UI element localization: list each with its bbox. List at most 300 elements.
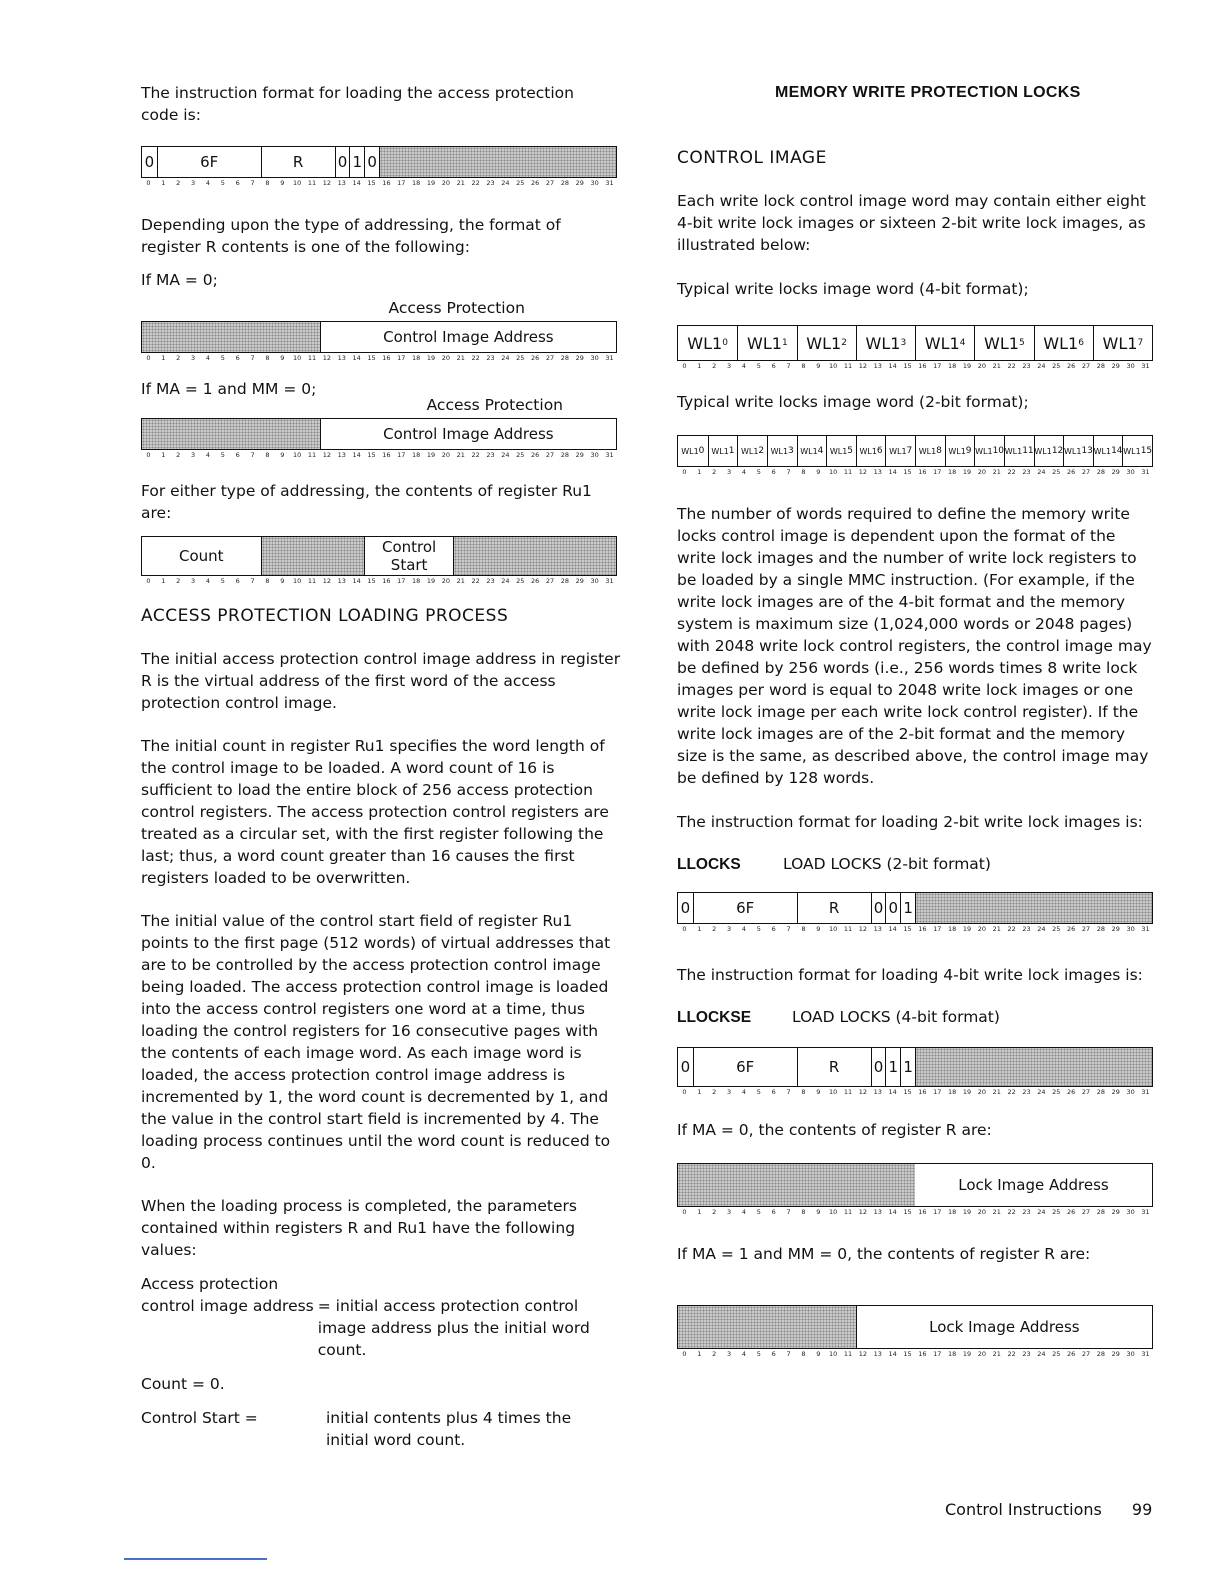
bit-number: 18 xyxy=(948,1350,957,1358)
write-lock-label: WL1 xyxy=(1093,446,1112,456)
bit-number: 11 xyxy=(307,354,317,362)
bit-number: 9 xyxy=(280,354,285,362)
bit-number: 19 xyxy=(426,354,436,362)
bit-number: 23 xyxy=(486,577,495,585)
bit-number: 30 xyxy=(1126,1088,1135,1096)
bit-number: 11 xyxy=(843,1088,853,1096)
bit-number: 17 xyxy=(397,577,406,585)
bit-number: 21 xyxy=(992,1350,1001,1358)
bit-number: 11 xyxy=(843,362,853,370)
write-lock-label: WL1 xyxy=(975,446,993,456)
bit-number: 19 xyxy=(962,1350,972,1358)
depending-text: Depending upon the type of addressing, the format of register R contents is one of the following: xyxy=(141,216,561,256)
bit-number: 19 xyxy=(962,1208,972,1216)
field-indirect: 0 xyxy=(680,1058,691,1076)
bit-number: 12 xyxy=(858,468,868,476)
bit-number: 24 xyxy=(1037,362,1046,370)
write-lock-label: WL1 xyxy=(865,333,901,353)
bit-number: 0 xyxy=(682,362,687,370)
bit-number: 30 xyxy=(1126,468,1135,476)
bit-number: 5 xyxy=(756,1350,761,1358)
bit-number: 1 xyxy=(161,354,166,362)
write-lock-index: 0 xyxy=(698,446,705,456)
if-ma0-label: If MA = 0; xyxy=(141,271,218,289)
bit-number: 2 xyxy=(712,468,717,476)
bit-number: 22 xyxy=(471,179,480,187)
write-lock-field xyxy=(797,326,856,360)
bit-number: 7 xyxy=(250,354,255,362)
bit-number: 31 xyxy=(605,354,614,362)
bit-number: 12 xyxy=(322,577,332,585)
bit-number: 12 xyxy=(858,1088,868,1096)
bit-number: 0 xyxy=(146,577,151,585)
access-protection-label: Access Protection xyxy=(426,396,563,414)
bit-number: 0 xyxy=(682,1350,687,1358)
bit-number: 7 xyxy=(250,577,255,585)
bit-number: 14 xyxy=(888,362,897,370)
bit-number: 10 xyxy=(829,925,838,933)
field-bit15: 0 xyxy=(364,147,379,177)
write-lock-index: 3 xyxy=(900,338,907,348)
right-column xyxy=(677,148,1155,1359)
bit-number: 29 xyxy=(1111,1208,1120,1216)
bit-number: 16 xyxy=(918,362,927,370)
llocks-format-diagram xyxy=(677,892,1153,934)
write-lock-field xyxy=(737,436,767,466)
bit-number: 29 xyxy=(1111,468,1120,476)
bit-number: 11 xyxy=(307,179,317,187)
field-indirect: 0 xyxy=(144,153,155,171)
bit-number: 8 xyxy=(801,1208,806,1216)
bit-number: 14 xyxy=(352,179,361,187)
bit-number: 9 xyxy=(280,451,285,459)
if-ma0-text: If MA = 0, the contents of register R are: xyxy=(677,1121,992,1139)
bit-number: 10 xyxy=(829,1350,838,1358)
unused-field xyxy=(379,147,616,177)
unused-field xyxy=(453,537,616,575)
write-lock-field xyxy=(856,326,915,360)
bit-number: 25 xyxy=(516,354,525,362)
bit-number: 26 xyxy=(1067,925,1076,933)
bit-number: 5 xyxy=(220,577,225,585)
bit-number: 30 xyxy=(590,577,599,585)
bit-number: 5 xyxy=(220,179,225,187)
bit-number: 31 xyxy=(1141,1208,1150,1216)
bit-number: 5 xyxy=(220,451,225,459)
write-lock-label: WL1 xyxy=(711,446,729,456)
cs-value: initial contents plus 4 times the initial word count. xyxy=(326,1409,572,1449)
bit-number: 6 xyxy=(771,1088,776,1096)
write-lock-field xyxy=(797,436,827,466)
bit-number: 10 xyxy=(293,354,302,362)
bit-number: 9 xyxy=(816,1350,821,1358)
bit-number: 16 xyxy=(382,577,391,585)
field-bit13: 0 xyxy=(871,893,886,923)
bit-number: 3 xyxy=(190,354,196,362)
bit-number: 2 xyxy=(176,354,181,362)
bit-number: 27 xyxy=(1081,1088,1091,1096)
bit-number: 15 xyxy=(903,362,912,370)
write-lock-field xyxy=(915,436,945,466)
bit-number: 20 xyxy=(977,1208,987,1216)
bit-number: 5 xyxy=(756,925,761,933)
bit-number: 27 xyxy=(545,577,555,585)
bit-ruler xyxy=(677,1207,1153,1217)
bit-number: 5 xyxy=(220,354,225,362)
write-lock-label: WL1 xyxy=(806,333,842,353)
unused-field xyxy=(915,893,1152,923)
bit-number: 29 xyxy=(1111,1350,1120,1358)
bit-number: 30 xyxy=(590,179,599,187)
count-field: Count xyxy=(178,547,224,565)
bit-number: 28 xyxy=(560,354,570,362)
write-lock-index: 3 xyxy=(788,446,794,456)
lock-image-address-field: Lock Image Address xyxy=(856,1306,1152,1348)
bit-number: 23 xyxy=(1022,1350,1031,1358)
if-ma1-text: If MA = 1 and MM = 0, the contents of register R are: xyxy=(677,1245,1091,1263)
lock-image-ma1-diagram xyxy=(677,1305,1153,1359)
field-opcode: 6F xyxy=(693,1048,797,1086)
bit-number: 31 xyxy=(605,451,614,459)
bit-number: 19 xyxy=(962,362,972,370)
bit-number: 8 xyxy=(801,362,806,370)
bit-number: 4 xyxy=(741,1208,746,1216)
cs-label: Control Start = xyxy=(141,1409,258,1427)
bit-number: 6 xyxy=(235,179,240,187)
bit-number: 23 xyxy=(1022,468,1031,476)
bit-number: 19 xyxy=(962,925,972,933)
unused-field xyxy=(915,1048,1152,1086)
bit-number: 8 xyxy=(265,577,270,585)
write-lock-field xyxy=(1004,436,1034,466)
write-lock-label: WL1 xyxy=(687,333,723,353)
write-lock-field xyxy=(678,436,708,466)
bit-number: 8 xyxy=(265,451,270,459)
bit-number: 23 xyxy=(1022,1208,1031,1216)
bit-number: 30 xyxy=(590,354,599,362)
bit-number: 21 xyxy=(992,362,1001,370)
bit-number: 16 xyxy=(918,1088,927,1096)
bit-number: 8 xyxy=(265,354,270,362)
bit-number: 1 xyxy=(697,1350,702,1358)
typical-2bit-label: Typical write locks image word (2-bit format); xyxy=(677,393,1029,411)
control-start-line1: Control xyxy=(382,538,437,556)
bit-number: 4 xyxy=(741,1350,746,1358)
bit-number: 5 xyxy=(756,468,761,476)
bit-number: 14 xyxy=(352,577,361,585)
field-opcode: 6F xyxy=(157,147,261,177)
fmt2-intro: The instruction format for loading 2-bit write lock images is: xyxy=(677,813,1143,831)
write-lock-label: WL1 xyxy=(1043,333,1079,353)
field-indirect: 0 xyxy=(680,899,691,917)
write-lock-label: WL1 xyxy=(1123,446,1141,456)
bit-number: 20 xyxy=(441,577,451,585)
bit-number: 18 xyxy=(948,362,957,370)
bit-number: 15 xyxy=(367,451,376,459)
paragraph-2: The initial count in register Ru1 specifies the word length of the control image to be loaded. A word count of 16 is sufficient to load the entire block of 256 access protection control registers. The access protection control registers are treated as a circular set, with the first register following the last; thus, a word count greater than 16 causes the first registers loaded to be overwritten. xyxy=(141,737,609,887)
bit-number: 25 xyxy=(516,451,525,459)
bit-number: 1 xyxy=(697,362,702,370)
access-protection-label: Access Protection xyxy=(388,299,525,317)
typical-4bit-label: Typical write locks image word (4-bit format); xyxy=(677,280,1029,298)
bit-ruler xyxy=(141,576,617,586)
ap-label-line2: control image address xyxy=(141,1297,314,1315)
bit-number: 14 xyxy=(888,925,897,933)
bit-number: 12 xyxy=(322,354,332,362)
write-lock-label: WL1 xyxy=(1102,333,1138,353)
right-paragraph-2: The number of words required to define the memory write locks control image is dependent upon the format of the write lock images and the number of write lock registers to be loaded by a single MMC instruction. (For example, if the write lock images are of the 4-bit format and the memory system is maximum size (1,024,000 words or 2048 pages) with 2048 write lock control registers, the control image may be defined by 256 words (i.e., 256 words times 8 write lock images per word is equal to 2048 write lock images or one write lock image per each write lock control register). If the write lock images are of the 2-bit format and the memory size is the same, as described above, the control image may be defined by 128 words. xyxy=(677,505,1152,787)
bit-number: 10 xyxy=(293,451,302,459)
bit-number: 2 xyxy=(712,1208,717,1216)
bit-number: 30 xyxy=(1126,362,1135,370)
write-lock-field xyxy=(974,326,1033,360)
write-lock-index: 10 xyxy=(992,446,1004,456)
bit-number: 25 xyxy=(1052,1208,1061,1216)
write-lock-label: WL1 xyxy=(1063,446,1082,456)
bit-number: 2 xyxy=(176,179,181,187)
bit-number: 22 xyxy=(1007,468,1016,476)
bit-number: 31 xyxy=(605,179,614,187)
bit-number: 24 xyxy=(1037,1350,1046,1358)
paragraph-1: The initial access protection control image address in register R is the virtual address of the first word of the access protection control image. xyxy=(141,650,621,712)
bit-ruler xyxy=(141,178,617,188)
bit-number: 26 xyxy=(1067,1350,1076,1358)
bit-number: 21 xyxy=(992,1208,1001,1216)
write-lock-index: 5 xyxy=(847,446,854,456)
bit-number: 22 xyxy=(1007,1088,1016,1096)
bit-number: 13 xyxy=(873,468,882,476)
left-column xyxy=(141,82,621,1451)
bit-number: 15 xyxy=(367,354,376,362)
section-heading: ACCESS PROTECTION LOADING PROCESS xyxy=(141,606,509,626)
bit-number: 15 xyxy=(367,179,376,187)
bit-number: 4 xyxy=(205,577,210,585)
bit-number: 3 xyxy=(190,577,196,585)
bit-number: 1 xyxy=(697,1088,702,1096)
instruction-format-diagram xyxy=(141,146,617,188)
register-r-ma1-diagram xyxy=(141,396,617,460)
unused-field xyxy=(142,419,320,449)
bit-number: 31 xyxy=(1141,362,1150,370)
bit-number: 0 xyxy=(146,354,151,362)
write-lock-index: 7 xyxy=(906,446,913,456)
write-lock-field xyxy=(974,436,1004,466)
bit-number: 21 xyxy=(456,577,465,585)
bit-number: 29 xyxy=(575,577,584,585)
bit-number: 9 xyxy=(280,179,285,187)
bit-number: 26 xyxy=(1067,1208,1076,1216)
bit-number: 24 xyxy=(501,451,510,459)
write-lock-label: WL1 xyxy=(681,446,699,456)
bit-number: 21 xyxy=(456,179,465,187)
write-lock-4bit-diagram xyxy=(677,325,1153,371)
count-value: Count = 0. xyxy=(141,1375,225,1393)
write-lock-index: 11 xyxy=(1022,446,1034,456)
bit-number: 6 xyxy=(235,451,240,459)
bit-number: 24 xyxy=(1037,925,1046,933)
bit-number: 23 xyxy=(486,179,495,187)
bit-number: 18 xyxy=(948,1088,957,1096)
bit-number: 3 xyxy=(726,925,732,933)
bit-number: 20 xyxy=(977,468,987,476)
bit-number: 13 xyxy=(873,1350,882,1358)
bit-number: 2 xyxy=(712,925,717,933)
bit-number: 29 xyxy=(1111,1088,1120,1096)
bit-number: 19 xyxy=(426,451,436,459)
bit-number: 13 xyxy=(873,1208,882,1216)
bit-number: 5 xyxy=(756,362,761,370)
bit-number: 6 xyxy=(771,1350,776,1358)
bit-number: 8 xyxy=(801,1350,806,1358)
bit-number: 12 xyxy=(858,362,868,370)
write-lock-index: 13 xyxy=(1081,446,1093,456)
bit-number: 22 xyxy=(1007,362,1016,370)
bit-number: 23 xyxy=(1022,362,1031,370)
bit-number: 15 xyxy=(903,1208,912,1216)
bit-number: 27 xyxy=(545,354,555,362)
bit-number: 3 xyxy=(190,451,196,459)
unused-field xyxy=(261,537,365,575)
bit-number: 19 xyxy=(962,468,972,476)
bit-number: 15 xyxy=(903,1350,912,1358)
bit-number: 0 xyxy=(682,1088,687,1096)
bit-ruler xyxy=(677,1349,1153,1359)
bit-number: 8 xyxy=(265,179,270,187)
bit-number: 11 xyxy=(843,925,853,933)
bit-number: 3 xyxy=(726,1350,732,1358)
write-lock-field xyxy=(915,326,974,360)
bit-number: 25 xyxy=(1052,1350,1061,1358)
bit-number: 29 xyxy=(575,451,584,459)
bit-number: 3 xyxy=(726,1208,732,1216)
bit-number: 6 xyxy=(771,468,776,476)
bit-number: 20 xyxy=(441,451,451,459)
unused-field xyxy=(142,322,320,352)
bit-number: 27 xyxy=(1081,362,1091,370)
bit-number: 13 xyxy=(873,362,882,370)
field-r: R xyxy=(797,1048,871,1086)
control-image-address-field: Control Image Address xyxy=(320,322,616,352)
bit-number: 10 xyxy=(293,179,302,187)
bit-number: 22 xyxy=(471,354,480,362)
field-bit15: 1 xyxy=(900,893,915,923)
bit-number: 25 xyxy=(1052,925,1061,933)
write-lock-label: WL1 xyxy=(770,446,789,456)
page-footer xyxy=(945,1500,1152,1519)
bit-number: 21 xyxy=(992,1088,1001,1096)
write-lock-label: WL1 xyxy=(829,446,848,456)
bit-number: 23 xyxy=(1022,925,1031,933)
bit-number: 28 xyxy=(1096,1350,1106,1358)
bit-number: 28 xyxy=(560,451,570,459)
bit-number: 27 xyxy=(1081,468,1091,476)
bit-number: 19 xyxy=(426,577,436,585)
bit-number: 26 xyxy=(531,179,540,187)
write-lock-field xyxy=(1063,436,1093,466)
write-lock-index: 2 xyxy=(758,446,765,456)
bit-number: 12 xyxy=(858,1208,868,1216)
bit-number: 7 xyxy=(786,1208,791,1216)
bit-number: 5 xyxy=(756,1088,761,1096)
write-lock-index: 1 xyxy=(781,338,788,348)
bit-number: 22 xyxy=(1007,925,1016,933)
bit-number: 17 xyxy=(397,451,406,459)
control-image-address-field: Control Image Address xyxy=(320,419,616,449)
write-lock-field xyxy=(826,436,856,466)
bit-number: 16 xyxy=(918,925,927,933)
bit-number: 15 xyxy=(903,468,912,476)
bit-number: 0 xyxy=(682,468,687,476)
bit-number: 13 xyxy=(337,179,346,187)
field-r: R xyxy=(261,147,335,177)
bit-number: 31 xyxy=(605,577,614,585)
bit-number: 14 xyxy=(352,451,361,459)
bit-number: 16 xyxy=(918,1208,927,1216)
field-opcode: 6F xyxy=(693,893,797,923)
bit-number: 25 xyxy=(516,179,525,187)
intro-text: The instruction format for loading the access protection code is: xyxy=(141,84,574,124)
write-lock-index: 12 xyxy=(1051,446,1064,456)
write-lock-field xyxy=(945,436,975,466)
write-lock-index: 6 xyxy=(876,446,883,456)
bit-number: 12 xyxy=(322,179,332,187)
llocks-row xyxy=(677,855,1155,874)
bit-number: 28 xyxy=(1096,468,1106,476)
bit-number: 24 xyxy=(1037,1208,1046,1216)
bit-number: 4 xyxy=(741,468,746,476)
bit-number: 20 xyxy=(977,925,987,933)
bit-number: 2 xyxy=(712,1088,717,1096)
bit-number: 14 xyxy=(888,1088,897,1096)
bit-number: 13 xyxy=(337,354,346,362)
bit-number: 1 xyxy=(161,179,166,187)
write-lock-index: 0 xyxy=(722,338,728,348)
bit-number: 11 xyxy=(843,468,853,476)
decorative-rule xyxy=(124,1558,267,1560)
fmt4-intro: The instruction format for loading 4-bit write lock images is: xyxy=(677,966,1143,984)
bit-number: 28 xyxy=(1096,925,1106,933)
paragraph-3: The initial value of the control start field of register Ru1 points to the first page (512 words) of virtual addresses that are to be controlled by the access protection control image being loaded. The access protection control image is loaded into the access control registers one word at a time, thus loading the control registers for 16 consecutive pages with the contents of each image word. As each image word is loaded, the access protection control image address is incremented by 1, the word count is decremented by 1, and the value in the control start field is incremented by 4. The loading process continues until the word count is reduced to 0. xyxy=(141,912,611,1172)
bit-number: 28 xyxy=(1096,362,1106,370)
bit-number: 4 xyxy=(205,354,210,362)
bit-number: 13 xyxy=(873,1088,882,1096)
unused-field xyxy=(678,1164,915,1206)
write-lock-index: 4 xyxy=(817,446,824,456)
write-lock-label: WL1 xyxy=(984,333,1019,353)
bit-number: 25 xyxy=(1052,1088,1061,1096)
bit-number: 18 xyxy=(948,1208,957,1216)
bit-number: 9 xyxy=(816,1088,821,1096)
bit-number: 27 xyxy=(1081,925,1091,933)
bit-number: 11 xyxy=(843,1208,853,1216)
bit-number: 27 xyxy=(1081,1350,1091,1358)
bit-number: 29 xyxy=(575,179,584,187)
bit-number: 1 xyxy=(161,577,166,585)
bit-number: 10 xyxy=(829,1208,838,1216)
bit-number: 3 xyxy=(726,468,732,476)
bit-number: 14 xyxy=(888,468,897,476)
bit-ruler xyxy=(677,1087,1153,1097)
bit-number: 28 xyxy=(560,179,570,187)
bit-number: 30 xyxy=(1126,1208,1135,1216)
field-r: R xyxy=(797,893,871,923)
bit-number: 21 xyxy=(992,925,1001,933)
bit-number: 22 xyxy=(1007,1208,1016,1216)
bit-number: 28 xyxy=(1096,1208,1106,1216)
bit-number: 13 xyxy=(337,577,346,585)
write-lock-label: WL1 xyxy=(747,333,782,353)
bit-number: 18 xyxy=(948,468,957,476)
